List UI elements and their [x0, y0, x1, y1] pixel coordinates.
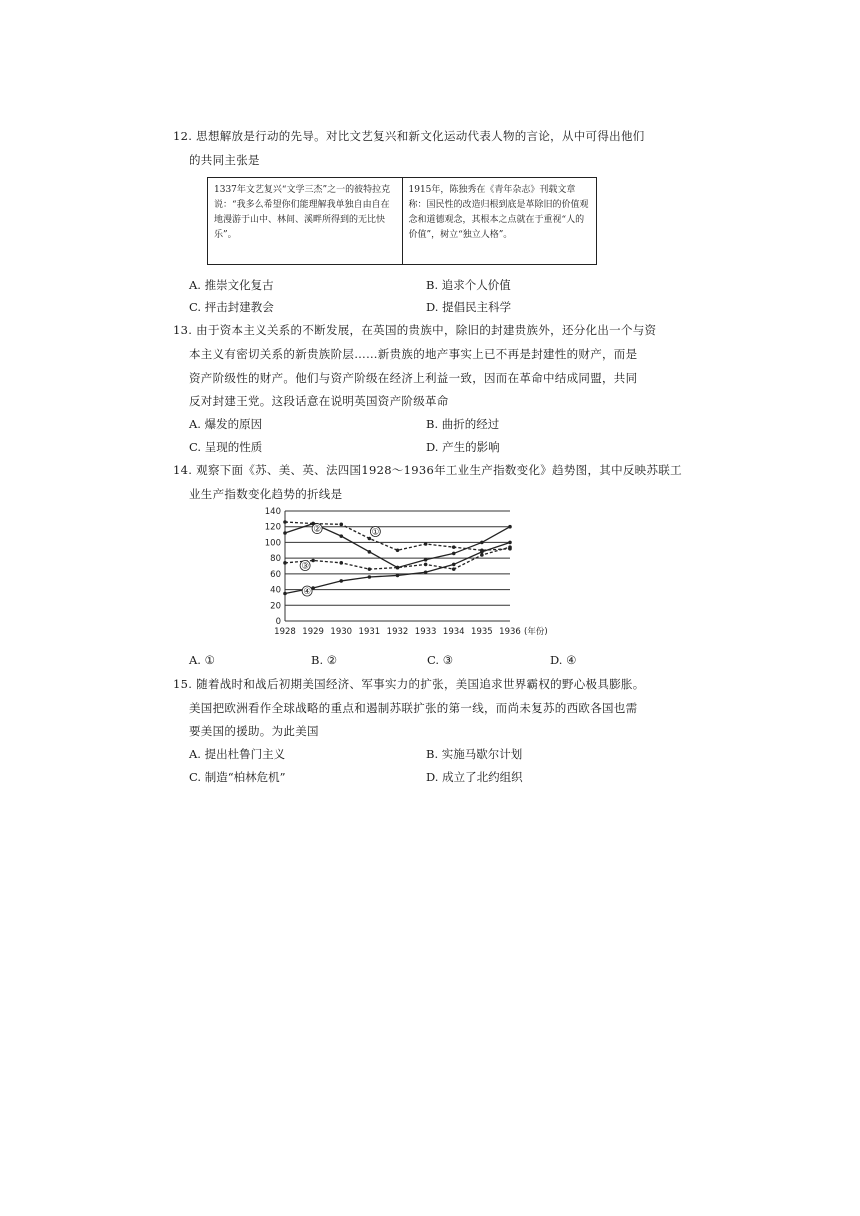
- data-point: [452, 567, 456, 571]
- data-point: [368, 550, 372, 554]
- data-point: [480, 550, 484, 554]
- quote-petrarch: 1337年文艺复兴“文学三杰”之一的彼特拉克说：“我多么希望你们能理解我单独自由自在地漫游于山中、林间、溪畔所得到的无比快乐”。: [214, 185, 391, 240]
- x-unit-label: (年份): [524, 627, 548, 637]
- x-tick-label: 1932: [386, 627, 409, 637]
- data-point: [480, 553, 484, 557]
- data-point: [508, 541, 512, 545]
- y-tick-label: 140: [264, 507, 281, 517]
- quote-chen-duxiu: 1915年，陈独秀在《青年杂志》刊载文章称：国民性的改造归根到底是革除旧的价值观念和道德观念，其根本之点就在于重视“人的价值”，树立“独立人格”。: [402, 178, 597, 264]
- data-point: [424, 563, 428, 567]
- data-point: [396, 548, 400, 552]
- q12-stem-line1: 12. 思想解放是行动的先导。对比文艺复兴和新文化运动代表人物的言论，从中可得出他们: [173, 129, 645, 143]
- q15-stem-line2: 美国把欧洲看作全球战略的重点和遏制苏联扩张的第一线，而尚未复苏的西欧各国也需: [189, 701, 638, 715]
- series-label: ②: [313, 524, 321, 535]
- x-tick-label: 1929: [302, 627, 324, 637]
- x-tick-label: 1933: [414, 627, 437, 637]
- data-point: [452, 545, 456, 549]
- data-point: [396, 566, 400, 570]
- x-tick-label: 1930: [330, 627, 353, 637]
- q14-stem-line2: 业生产指数变化趋势的折线是: [189, 487, 343, 501]
- q12-quote-table: [207, 177, 597, 265]
- y-tick-label: 100: [264, 538, 281, 549]
- x-tick-label: 1936: [499, 627, 521, 637]
- q14-option-c: C. ③: [427, 653, 454, 667]
- q13-option-c: C. 呈现的性质: [189, 440, 263, 454]
- y-tick-label: 80: [270, 554, 281, 565]
- data-point: [368, 567, 372, 571]
- q15-stem-line1: 15. 随着战时和战后初期美国经济、军事实力的扩张，美国追求世界霸权的野心极具膨胀。: [173, 677, 645, 691]
- q14-option-a: A. ①: [189, 653, 215, 667]
- q14-option-b: B. ②: [311, 653, 338, 667]
- q15-option-b: B. 实施马歇尔计划: [426, 747, 523, 761]
- y-tick-label: 40: [270, 585, 281, 596]
- data-point: [339, 523, 343, 527]
- q13-option-a: A. 爆发的原因: [189, 417, 263, 431]
- data-point: [480, 541, 484, 545]
- q13-stem-line2: 本主义有密切关系的新贵族阶层……新贵族的地产事实上已不再是封建性的财产，而是: [189, 347, 638, 361]
- q12-option-d: D. 提倡民主科学: [426, 300, 512, 314]
- data-point: [424, 542, 428, 546]
- y-tick-label: 60: [270, 569, 281, 580]
- data-point: [339, 561, 343, 565]
- data-point: [424, 558, 428, 562]
- y-tick-label: 0: [275, 617, 281, 627]
- industrial-index-chart: [255, 505, 548, 643]
- q15-option-d: D. 成立了北约组织: [426, 770, 523, 784]
- q14-option-d: D. ④: [550, 653, 577, 667]
- chart-x-tick-labels: [274, 626, 547, 637]
- q12-option-b: B. 追求个人价值: [426, 278, 511, 292]
- q12-stem-line2: 的共同主张是: [189, 153, 260, 167]
- series-label: ④: [303, 587, 311, 597]
- q13-option-b: B. 曲折的经过: [426, 417, 500, 431]
- q13-stem-line3: 资产阶级性的财产。他们与资产阶级在经济上利益一致，因而在革命中结成同盟，共同: [189, 371, 638, 385]
- q13-stem-line4: 反对封建王党。这段话意在说明英国资产阶级革命: [189, 394, 449, 408]
- data-point: [283, 561, 287, 565]
- data-point: [368, 575, 372, 579]
- q15-option-a: A. 提出杜鲁门主义: [189, 747, 286, 761]
- q15-stem-line3: 要美国的援助。为此美国: [189, 724, 319, 738]
- data-point: [424, 570, 428, 574]
- y-tick-label: 20: [270, 601, 281, 612]
- data-point: [396, 574, 400, 578]
- data-point: [452, 552, 456, 556]
- series-label: ③: [301, 561, 309, 572]
- q12-option-a: A. 推崇文化复古: [189, 278, 274, 292]
- q13-stem-line1: 13. 由于资本主义关系的不断发展，在英国的贵族中，除旧的封建贵族外，还分化出一个与资: [173, 323, 657, 337]
- x-tick-label: 1931: [358, 627, 381, 637]
- x-tick-label: 1928: [274, 627, 296, 637]
- data-point: [283, 592, 287, 596]
- y-tick-label: 120: [264, 522, 281, 533]
- x-tick-label: 1935: [471, 627, 493, 637]
- chart-y-tick-labels: [265, 507, 281, 627]
- data-point: [283, 520, 287, 524]
- data-point: [311, 559, 315, 563]
- data-point: [452, 563, 456, 567]
- q15-option-c: C. 制造“柏林危机”: [189, 770, 286, 784]
- q13-option-d: D. 产生的影响: [426, 440, 500, 454]
- data-point: [508, 525, 512, 529]
- data-point: [339, 534, 343, 538]
- data-point: [508, 545, 512, 549]
- x-tick-label: 1934: [442, 627, 465, 637]
- data-point: [283, 531, 287, 535]
- q14-stem-line1: 14. 观察下面《苏、美、英、法四国1928～1936年工业生产指数变化》趋势图，其中反映苏联工: [173, 463, 682, 477]
- q12-option-c: C. 抨击封建教会: [189, 300, 274, 314]
- data-point: [339, 579, 343, 583]
- series-label: ①: [371, 527, 380, 538]
